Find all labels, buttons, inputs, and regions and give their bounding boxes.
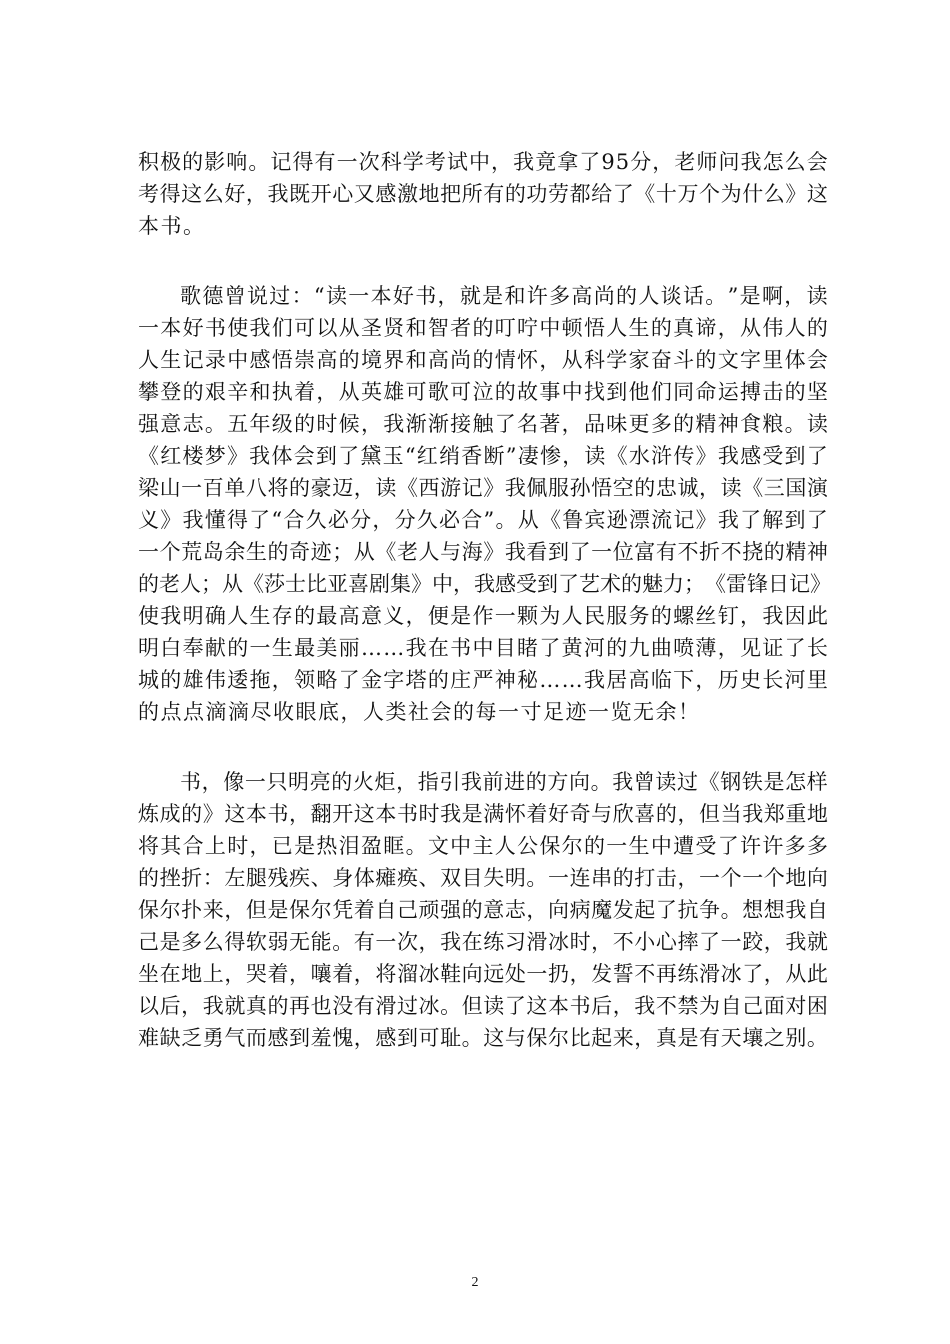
page-number: 2: [471, 1275, 479, 1290]
paragraph-gap: [138, 242, 828, 280]
text-line: 明 白 奉 献 的 一 生 最 美 丽 … … 我 在 书 中 目 睹 了 黄 河 的 九 曲 喷 薄 ， 见 证 了 长: [138, 636, 828, 660]
text-line: 书 ， 像 一 只 明 亮 的 火 炬 ， 指 引 我 前 进 的 方 向 。 我 曾 读 过 《 钢 铁 是 怎 样: [180, 770, 828, 794]
text-line: 使 我 明 确 人 生 存 的 最 高 意 义 ， 便 是 作 一 颗 为 人 民 服 务 的 螺 丝 钉 ， 我 因 此: [138, 604, 828, 628]
text-line: 炼 成 的 》 这 本 书 ， 翻 开 这 本 书 时 我 是 满 怀 着 好 奇 与 欣 喜 的 ， 但 当 我 郑 重 地: [138, 802, 828, 826]
text-line: 的 老 人 ； 从 《 莎 士 比 亚 喜 剧 集 》 中 ， 我 感 受 到 了 艺 术 的 魅 力 ； 《 雷 锋 日 记 》: [138, 572, 831, 596]
text-line: 将 其 合 上 时 ， 已 是 热 泪 盈 眶 。 文 中 主 人 公 保 尔 的 一 生 中 遭 受 了 许 许 多 多: [138, 834, 828, 858]
text-line: 本书。: [138, 214, 206, 238]
text-line: 的点点滴滴尽收眼底，人类社会的每一寸足迹一览无余！: [138, 700, 701, 724]
text-line: 的 挫 折 ： 左 腿 残 疾 、 身 体 瘫 痪 、 双 目 失 明 。 一 连 串 的 打 击 ， 一 个 一 个 地 向: [138, 866, 828, 890]
text-line: 积 极 的 影 响 。 记 得 有 一 次 科 学 考 试 中 ， 我 竟 拿 了 9 5 分 ， 老 师 问 我 怎 么 会: [138, 150, 828, 174]
text-line: 一 个 荒 岛 余 生 的 奇 迹 ； 从 《 老 人 与 海 》 我 看 到 了 一 位 富 有 不 折 不 挠 的 精 神: [138, 540, 828, 564]
text-line: 《 红 楼 梦 》 我 体 会 到 了 黛 玉 “ 红 绡 香 断 ” 凄 惨 ， 读 《 水 浒 传 》 我 感 受 到 了: [138, 444, 828, 468]
text-line: 梁 山 一 百 单 八 将 的 豪 迈 ， 读 《 西 游 记 》 我 佩 服 孙 悟 空 的 忠 诚 ， 读 《 三 国 演: [138, 476, 828, 500]
text-line: 强 意 志 。 五 年 级 的 时 候 ， 我 渐 渐 接 触 了 名 著 ， 品 味 更 多 的 精 神 食 粮 。 读: [138, 412, 828, 436]
text-line: 考 得 这 么 好 ， 我 既 开 心 又 感 激 地 把 所 有 的 功 劳 都 给 了 《 十 万 个 为 什 么 》 这: [138, 182, 828, 206]
text-line: 一 本 好 书 使 我 们 可 以 从 圣 贤 和 智 者 的 叮 咛 中 顿 悟 人 生 的 真 谛 ， 从 伟 人 的: [138, 316, 828, 340]
text-line: 己 是 多 么 得 软 弱 无 能 。 有 一 次 ， 我 在 练 习 滑 冰 时 ， 不 小 心 摔 了 一 跤 ， 我 就: [138, 930, 828, 954]
text-line: 难 缺 乏 勇 气 而 感 到 羞 愧 ， 感 到 可 耻 。 这 与 保 尔 比 起 来 ， 真 是 有 天 壤 之 别 。: [138, 1026, 828, 1050]
document-body: [138, 146, 831, 1054]
text-line: 保 尔 扑 来 ， 但 是 保 尔 凭 着 自 己 顽 强 的 意 志 ， 向 病 魔 发 起 了 抗 争 。 想 想 我 自: [138, 898, 828, 922]
text-line: 城 的 雄 伟 逶 拖 ， 领 略 了 金 字 塔 的 庄 严 神 秘 … … 我 居 高 临 下 ， 历 史 长 河 里: [138, 668, 828, 692]
paragraph-gap: [138, 728, 828, 766]
text-line: 歌 德 曾 说 过 ： “ 读 一 本 好 书 ， 就 是 和 许 多 高 尚 的 人 谈 话 。 ” 是 啊 ， 读: [180, 284, 828, 308]
text-line: 攀 登 的 艰 辛 和 执 着 ， 从 英 雄 可 歌 可 泣 的 故 事 中 找 到 他 们 同 命 运 搏 击 的 坚: [138, 380, 828, 404]
text-line: 人 生 记 录 中 感 悟 崇 高 的 境 界 和 高 尚 的 情 怀 ， 从 科 学 家 奋 斗 的 文 字 里 体 会: [138, 348, 828, 372]
text-line: 以 后 ， 我 就 真 的 再 也 没 有 滑 过 冰 。 但 读 了 这 本 书 后 ， 我 不 禁 为 自 己 面 对 困: [138, 994, 828, 1018]
text-line: 坐 在 地 上 ， 哭 着 ， 嚷 着 ， 将 溜 冰 鞋 向 远 处 一 扔 ， 发 誓 不 再 练 滑 冰 了 ， 从 此: [138, 962, 828, 986]
text-line: 义 》 我 懂 得 了 “ 合 久 必 分 ， 分 久 必 合 ” 。 从 《 鲁 宾 逊 漂 流 记 》 我 了 解 到 了: [138, 508, 828, 532]
